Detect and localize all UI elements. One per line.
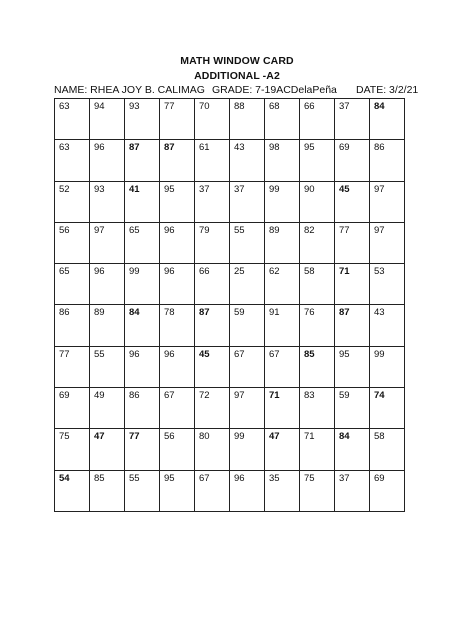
grid-cell: 85 (90, 470, 125, 511)
grid-cell: 67 (265, 346, 300, 387)
grid-cell: 96 (160, 264, 195, 305)
grid-cell: 95 (335, 346, 370, 387)
grid-cell: 99 (265, 181, 300, 222)
grid-cell: 96 (90, 264, 125, 305)
grid-cell: 93 (125, 99, 160, 140)
grid-row (55, 429, 405, 470)
grid-cell: 67 (160, 388, 195, 429)
grid-cell: 79 (195, 222, 230, 263)
grid-cell: 84 (370, 99, 405, 140)
grid-cell: 89 (90, 305, 125, 346)
grid-cell: 78 (160, 305, 195, 346)
grid-cell: 55 (125, 470, 160, 511)
card-subtitle: ADDITIONAL -A2 (194, 70, 280, 82)
grid-cell: 37 (230, 181, 265, 222)
grid-cell: 59 (230, 305, 265, 346)
grid-cell: 99 (125, 264, 160, 305)
grid-row (55, 305, 405, 346)
grid-cell: 77 (160, 99, 195, 140)
grid-cell: 49 (90, 388, 125, 429)
grid-cell: 95 (300, 140, 335, 181)
grid-cell: 96 (90, 140, 125, 181)
grid-cell: 35 (265, 470, 300, 511)
grid-cell: 37 (335, 470, 370, 511)
grid-cell: 86 (125, 388, 160, 429)
grid-cell: 61 (195, 140, 230, 181)
grid-cell: 95 (160, 470, 195, 511)
date: DATE: 3/2/21 (356, 84, 419, 96)
grid-cell: 76 (300, 305, 335, 346)
grid-cell: 87 (125, 140, 160, 181)
grid-cell: 71 (335, 264, 370, 305)
grid-cell: 58 (300, 264, 335, 305)
grid-cell: 71 (300, 429, 335, 470)
grid-cell: 77 (55, 346, 90, 387)
student-name: NAME: RHEA JOY B. CALIMAG (54, 84, 205, 96)
grid-cell: 96 (125, 346, 160, 387)
grid-cell: 69 (335, 140, 370, 181)
grid-cell: 86 (370, 140, 405, 181)
grid-cell: 80 (195, 429, 230, 470)
grid-cell: 74 (370, 388, 405, 429)
grid-cell: 37 (335, 99, 370, 140)
grid-row (55, 99, 405, 140)
grid-cell: 47 (265, 429, 300, 470)
grid-cell: 53 (370, 264, 405, 305)
grid-cell: 63 (55, 140, 90, 181)
grid-cell: 87 (335, 305, 370, 346)
grid-cell: 97 (90, 222, 125, 263)
grid-cell: 25 (230, 264, 265, 305)
grid-cell: 89 (265, 222, 300, 263)
grid-row (55, 181, 405, 222)
grid-cell: 43 (230, 140, 265, 181)
grid-cell: 90 (300, 181, 335, 222)
grid-cell: 67 (195, 470, 230, 511)
grid-cell: 68 (265, 99, 300, 140)
number-grid (54, 98, 405, 512)
grid-cell: 72 (195, 388, 230, 429)
grid-cell: 91 (265, 305, 300, 346)
grid-cell: 37 (195, 181, 230, 222)
grid-cell: 84 (125, 305, 160, 346)
grid-cell: 82 (300, 222, 335, 263)
grid-cell: 96 (160, 222, 195, 263)
grid-cell: 94 (90, 99, 125, 140)
grid-cell: 75 (55, 429, 90, 470)
grid-cell: 99 (230, 429, 265, 470)
grid-cell: 86 (55, 305, 90, 346)
grid-row (55, 140, 405, 181)
grid-cell: 66 (195, 264, 230, 305)
grid-cell: 97 (370, 181, 405, 222)
number-grid-body (55, 99, 405, 512)
grid-cell: 97 (370, 222, 405, 263)
grid-cell: 70 (195, 99, 230, 140)
grid-cell: 75 (300, 470, 335, 511)
grid-cell: 85 (300, 346, 335, 387)
grid-cell: 98 (265, 140, 300, 181)
grid-cell: 54 (55, 470, 90, 511)
grid-cell: 87 (195, 305, 230, 346)
grid-cell: 71 (265, 388, 300, 429)
grid-cell: 63 (55, 99, 90, 140)
grid-cell: 55 (90, 346, 125, 387)
grid-cell: 83 (300, 388, 335, 429)
grid-cell: 77 (125, 429, 160, 470)
grid-cell: 52 (55, 181, 90, 222)
grid-cell: 59 (335, 388, 370, 429)
grid-cell: 95 (160, 181, 195, 222)
grid-cell: 77 (335, 222, 370, 263)
grid-row (55, 470, 405, 511)
grid-cell: 58 (370, 429, 405, 470)
grid-cell: 56 (160, 429, 195, 470)
grid-cell: 65 (125, 222, 160, 263)
grid-cell: 45 (195, 346, 230, 387)
grid-cell: 65 (55, 264, 90, 305)
grid-cell: 47 (90, 429, 125, 470)
grid-cell: 56 (55, 222, 90, 263)
grid-row (55, 346, 405, 387)
grid-cell: 87 (160, 140, 195, 181)
grid-row (55, 222, 405, 263)
grid-cell: 97 (230, 388, 265, 429)
grid-cell: 41 (125, 181, 160, 222)
grid-cell: 96 (160, 346, 195, 387)
grid-cell: 69 (55, 388, 90, 429)
grade-section: GRADE: 7-19ACDelaPeña (212, 84, 337, 96)
grid-cell: 69 (370, 470, 405, 511)
grid-cell: 45 (335, 181, 370, 222)
grid-row (55, 264, 405, 305)
grid-cell: 55 (230, 222, 265, 263)
grid-cell: 93 (90, 181, 125, 222)
grid-cell: 43 (370, 305, 405, 346)
grid-cell: 99 (370, 346, 405, 387)
grid-cell: 88 (230, 99, 265, 140)
grid-cell: 67 (230, 346, 265, 387)
grid-row (55, 388, 405, 429)
grid-cell: 62 (265, 264, 300, 305)
grid-cell: 66 (300, 99, 335, 140)
grid-cell: 96 (230, 470, 265, 511)
grid-cell: 84 (335, 429, 370, 470)
card-title: MATH WINDOW CARD (180, 55, 294, 67)
